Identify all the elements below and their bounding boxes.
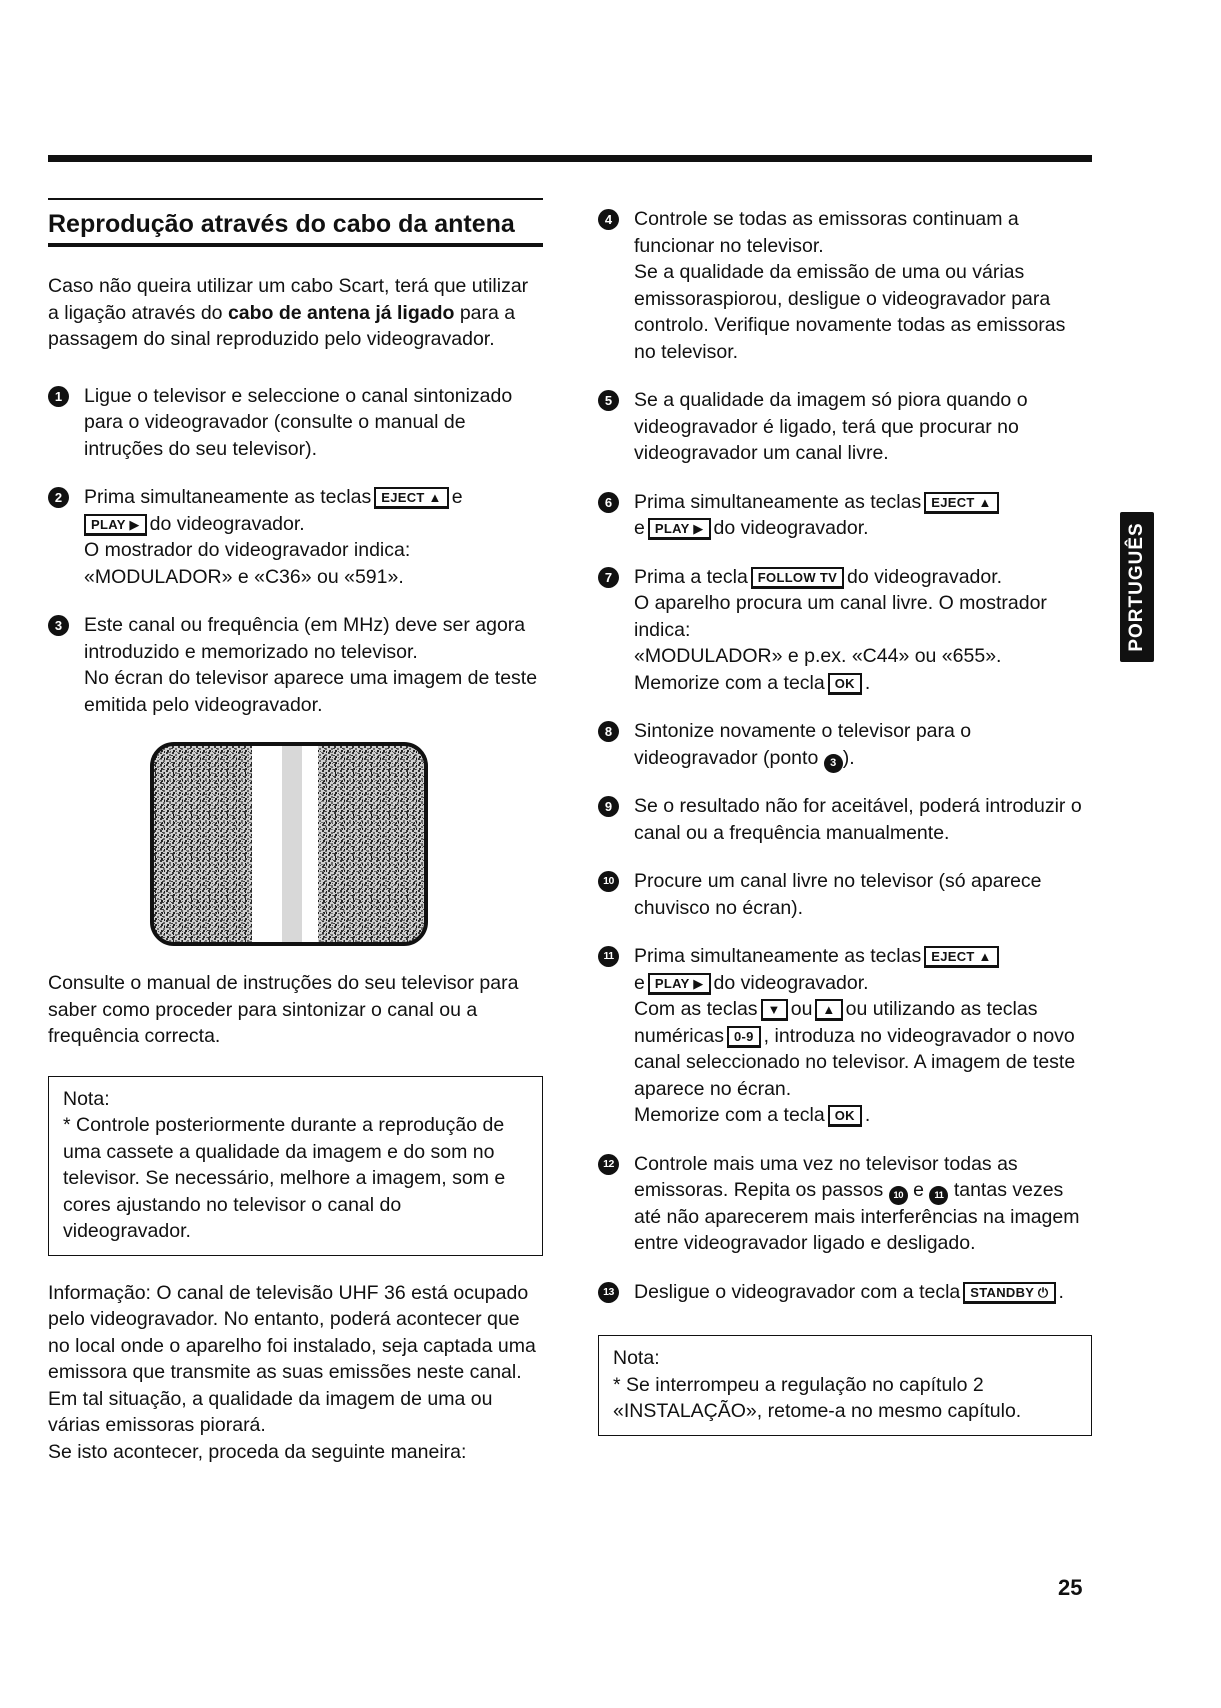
step-text: e [634,517,645,539]
digit-keys: 0-9 [727,1026,761,1048]
note-box-left [48,1076,543,1256]
step-text: do videogravador. [713,971,869,994]
step-text: «MODULADOR» e «C36» ou «591». [84,565,404,588]
step-text: «MODULADOR» e p.ex. «C44» ou «655». [634,645,1002,667]
info-paragraph: Informação: O canal de televisão UHF 36 está ocupado pelo videogravador. No entanto, poderá acontecer que no local onde o aparelho foi instalado, seja captada uma emissora que transmite as suas emissões neste canal. Em tal situação, a qualidade da imagem de uma ou várias emissoras piorará. [48,1281,536,1436]
step-reference: 11 [929,1186,948,1205]
left-column [48,198,543,1465]
step-number: 9 [598,796,619,817]
step-11 [598,943,1092,1129]
test-image-illustration [148,740,430,948]
step-text: Prima a tecla [634,565,748,588]
intro-text-bold: cabo de antena já ligado [227,301,455,324]
step-text: Controle mais uma vez no televisor todas as emissoras. Repita os passos [634,1152,1018,1201]
standby-key: STANDBY ⏻ [963,1282,1055,1304]
step-text: do videogravador. [713,517,869,539]
step-number: 12 [598,1154,619,1175]
step-number: 5 [598,390,619,411]
down-key: ▼ [761,999,788,1021]
step-text: ). [842,746,855,769]
step-reference: 10 [889,1186,908,1205]
ok-key: OK [828,673,862,695]
step-number: 2 [48,487,69,508]
step-number: 7 [598,567,619,588]
step-text: No écran do televisor aparece uma imagem de teste emitida pelo videogravador. [84,667,538,716]
step-text: e [913,1179,924,1201]
step-text: O mostrador do videogravador indica: [84,539,411,561]
step-text: Com as teclas [634,998,758,1020]
follow-tv-key: FOLLOW TV [751,567,844,589]
right-column [598,206,1092,1460]
step-text: Prima simultaneamente as teclas [634,945,922,967]
note-text: * Se interrompeu a regulação no capítulo 2 «INSTALAÇÃO», retome-a no mesmo capítulo. [613,1373,1022,1422]
intro-text-end: para a passagem do sinal reproduzido pelo videogravador. [48,301,516,350]
intro-text-start: Caso não queira utilizar um cabo Scart, terá que utilizar a ligação através do [48,275,529,324]
step-number: 13 [598,1282,619,1303]
tune-instructions: Consulte o manual de instruções do seu televisor para saber como proceder para sintonizar o canal ou a frequência correcta. [48,972,519,1047]
step-number: 6 [598,492,619,513]
step-text: Se a qualidade da emissão de uma ou várias emissoraspiorou, desligue o videogravador para controlo. Verifique novamente todas as emissoras no televisor. [634,261,1066,363]
step-text: . [1058,1280,1064,1303]
step-5 [598,387,1092,467]
step-text: . [864,1104,871,1126]
note-title: Nota: [63,1087,110,1110]
step-number: 3 [48,615,69,636]
step-reference: 3 [824,754,843,773]
step-text: Se a qualidade da imagem só piora quando o videogravador é ligado, terá que procurar no videogravador um canal livre. [634,389,1028,464]
play-key: PLAY ▶ [648,518,711,540]
step-text: e [634,971,645,994]
step-text: do videogravador. [847,565,1003,588]
step-12 [598,1151,1092,1257]
step-text: , introduza no videogravador o novo canal seleccionado no televisor. A imagem de teste aparece no écran. [634,1024,1076,1100]
step-text: Sintonize novamente o televisor para o videogravador (ponto [634,720,972,769]
step-8 [598,718,1092,771]
play-key: PLAY ▶ [84,514,147,536]
tv-test-pattern-icon [148,740,430,948]
up-key: ▲ [815,999,842,1021]
info-followup: Se isto acontecer, proceda da seguinte maneira: [48,1440,467,1463]
step-3 [48,612,543,718]
step-text: Controle se todas as emissoras continuam a funcionar no televisor. [634,208,1019,257]
step-text: Memorize com a tecla [634,671,825,694]
step-text: Prima simultaneamente as teclas [634,490,922,513]
eject-key: EJECT ▲ [924,492,998,514]
step-text: ou utilizando as teclas numéricas [634,998,1038,1047]
page-number: 25 [1058,1575,1083,1600]
step-text: e [451,486,463,508]
step-text: Ligue o televisor e seleccione o canal sintonizado para o videogravador (consulte o manual de intruções do seu televisor). [84,384,513,460]
step-4 [598,206,1092,365]
top-rule [48,155,1092,162]
step-text: Este canal ou frequência (em MHz) deve ser agora introduzido e memorizado no televisor. [84,614,526,663]
step-text: Desligue o videogravador com a tecla [634,1280,961,1303]
step-number: 10 [598,871,619,892]
step-text: Memorize com a tecla [634,1104,825,1126]
eject-key: EJECT ▲ [924,946,998,968]
step-number: 8 [598,721,619,742]
step-6 [598,489,1092,542]
step-text: Procure um canal livre no televisor (só aparece chuvisco no écran). [634,870,1042,919]
note-box-right [598,1335,1092,1436]
note-title: Nota: [613,1347,660,1369]
step-9 [598,793,1092,846]
step-10 [598,868,1092,921]
step-text: O aparelho procura um canal livre. O mostrador indica: [634,592,1047,641]
language-tab [1120,512,1154,662]
eject-key: EJECT ▲ [374,487,448,509]
note-text: * Controle posteriormente durante a reprodução de uma cassete a qualidade da imagem e do som no televisor. Se necessário, melhore a imagem, som e cores ajustando no televisor o canal do videogravador. [63,1114,506,1242]
step-text: ou [790,998,813,1020]
step-number: 11 [598,946,619,967]
step-text: Prima simultaneamente as teclas [84,486,372,508]
section-heading: Reprodução através do cabo da antena [48,198,543,247]
step-1 [48,383,543,463]
step-13 [598,1279,1092,1306]
step-text: do videogravador. [149,512,305,535]
ok-key: OK [828,1105,862,1127]
step-text: . [864,671,871,694]
step-2 [48,484,543,590]
step-text: Se o resultado não for aceitável, poderá introduzir o canal ou a frequência manualmente. [634,795,1082,844]
step-7 [598,564,1092,697]
step-number: 4 [598,209,619,230]
step-text: tantas vezes até não aparecerem mais interferências na imagem entre videogravador ligado e desligado. [634,1179,1080,1254]
language-tab-label: PORTUGUÊS [1125,522,1147,652]
intro-paragraph [48,273,543,353]
play-key: PLAY ▶ [648,973,711,995]
step-number: 1 [48,386,69,407]
